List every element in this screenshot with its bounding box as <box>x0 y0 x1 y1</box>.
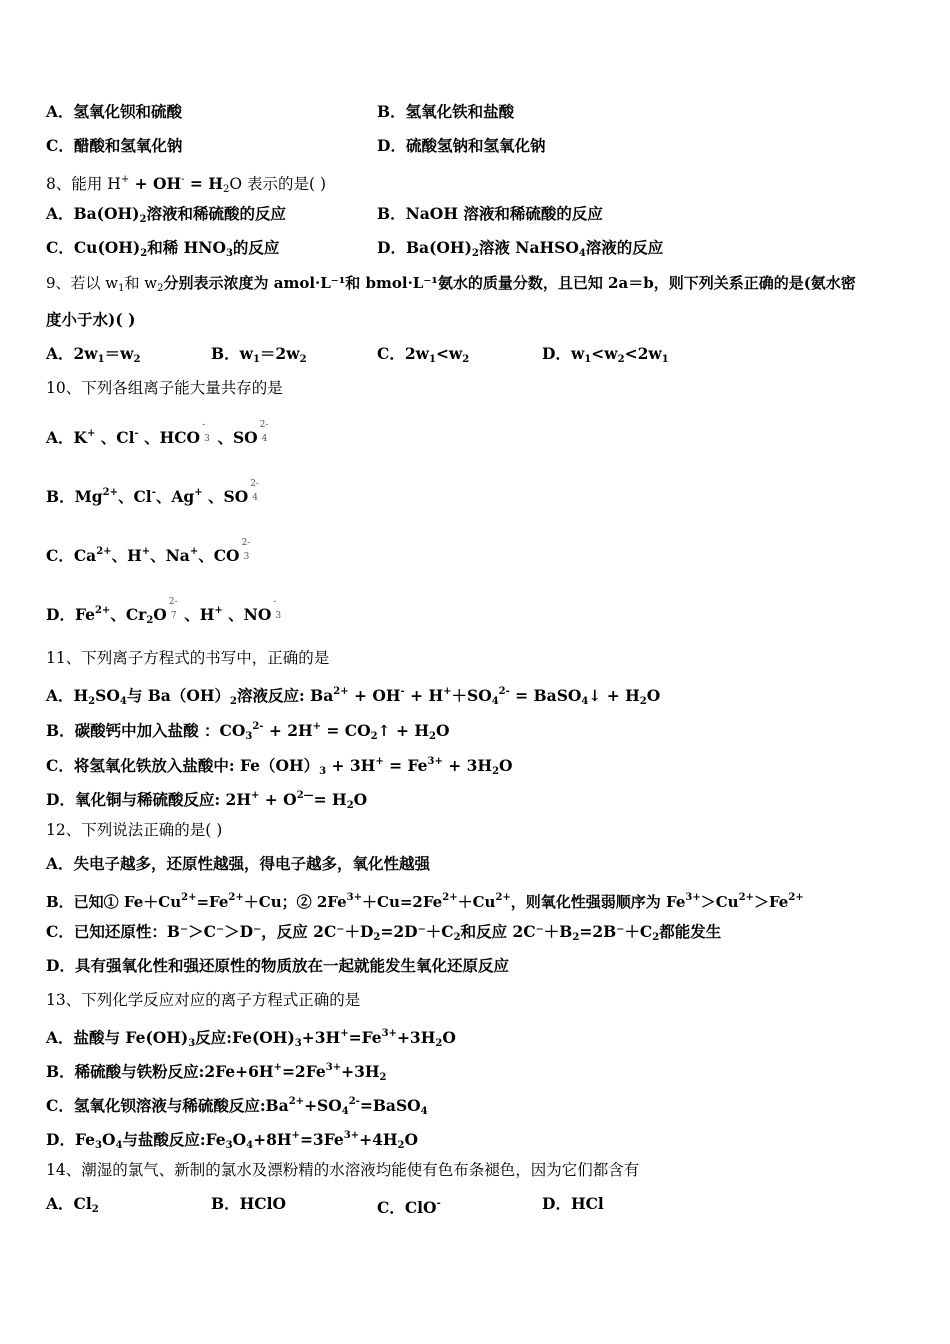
q8-option-c: C．$Cu(OH)_2$和稀 $HNO_3$的反应 <box>46 238 280 259</box>
q10-option-b: B．$Mg^{2+}$、Cl-、Ag+ 、SO 2- 4 <box>46 479 259 506</box>
q9-stem-line2: 度小于水)( ) <box>46 310 136 329</box>
q10-option-a: A．K+ 、Cl- 、HCO - 3 、SO 2- 4 <box>46 420 269 447</box>
q13-option-b: B．稀硫酸与铁粉反应$:2Fe+6H^+=2Fe^{3+}+3H_2$ <box>46 1062 387 1083</box>
q10-stem: 10、下列各组离子能大量共存的是 <box>46 379 283 397</box>
q11-option-a: A．$H_2SO_4$与 $Ba(OH)_2$溶液反应: $Ba^{2+} + OH^- + H^++SO_4^{2-}$ = BaSO$_4$↓ + $H_2O$ <box>46 686 661 707</box>
q14-stem: 14、潮湿的氯气、新制的氯水及漂粉精的水溶液均能使有色布条褪色，因为它们都含有 <box>46 1161 640 1179</box>
q13-option-d: D．$Fe_3O_4$与盐酸反应$:Fe_3O_4+8H^+=3Fe^{3+}+4H_2O$ <box>46 1130 418 1151</box>
q12-option-b: B．已知① $Fe+Cu^{2+}=Fe^{2+}+Cu$；② $2Fe^{3+}+Cu=2Fe^{2+}+Cu^{2+}$，则氧化性强弱顺序为 $Fe^{3+}>Cu^{2+}>Fe^{2+}$ <box>46 892 804 911</box>
q7-option-d: D．硫酸氢钠和氢氧化钠 <box>377 136 546 155</box>
q12-option-c: C．已知还原性：B⁻＞C⁻＞D⁻，反应 $2C^-+D_2=2D^-+C_2$和反应 $2C^-+B_2=2B^-+C_2$都能发生 <box>46 922 722 943</box>
q9-option-d: D．$w_1<w_2<2w_1$ <box>542 344 669 365</box>
q13-option-c: C．氢氧化钡溶液与稀硫酸反应$:Ba^{2+}+SO_4^{2-}=BaSO_4$ <box>46 1096 428 1117</box>
q11-option-b: B．碳酸钙中加入盐酸 ：$CO_3^{2-} + 2H^+$ = $CO_2↑ + H_2O$ <box>46 721 450 742</box>
q7-option-c: C．醋酸和氢氧化钠 <box>46 136 183 155</box>
q10-option-d: D．$Fe^{2+}$、$Cr_2O$ 2- 7 、H+ 、NO - 3 <box>46 597 282 626</box>
q12-option-d: D．具有强氧化性和强还原性的物质放在一起就能发生氧化还原反应 <box>46 956 509 975</box>
q8-option-b: B．NaOH 溶液和稀硫酸的反应 <box>377 204 603 223</box>
q12-option-a: A．失电子越多，还原性越强，得电子越多，氧化性越强 <box>46 854 431 873</box>
q7-option-b: B．氢氧化铁和盐酸 <box>377 102 515 121</box>
q11-option-c: C．将氢氧化铁放入盐酸中: $Fe(OH)_3 + 3H^+ = Fe^{3+} + 3H_2O$ <box>46 756 513 777</box>
q11-option-d: D．氧化铜与稀硫酸反应: $2H^+ + O^{2—}= H_2O$ <box>46 790 368 811</box>
q9-option-c: C．$2w_1<w_2$ <box>377 344 470 365</box>
q9-stem-line1: 9、若以 $w_1$和 $w_2$分别表示浓度为 amol·L⁻¹和 bmol·L⁻¹氨水的质量分数，且已知 2a＝b，则下列关系正确的是(氨水密 <box>46 274 856 294</box>
q12-stem: 12、下列说法正确的是( ) <box>46 821 223 839</box>
q7-option-a: A．氢氧化钡和硫酸 <box>46 102 183 121</box>
q14-option-b: B．HClO <box>211 1194 286 1213</box>
q8-stem: 8、能用 $H^+ + OH^- = H_2O$ 表示的是( ) <box>46 174 326 195</box>
q14-option-c: C．ClO- <box>377 1198 441 1217</box>
q14-option-d: D．HCl <box>542 1194 604 1213</box>
q10-option-c: C．$Ca^{2+}$、H+、Na+、CO 2- 3 <box>46 538 251 565</box>
q9-option-a: A．$2w_1=w_2$ <box>46 344 141 365</box>
q8-option-d: D．$Ba(OH)_2$溶液 NaHSO$_4$溶液的反应 <box>377 238 664 259</box>
q9-option-b: B．$w_1=2w_2$ <box>211 344 307 365</box>
q14-option-a: A．$Cl_2$ <box>46 1194 99 1215</box>
q8-option-a: A．$Ba(OH)_2$溶液和稀硫酸的反应 <box>46 204 286 225</box>
q11-stem: 11、下列离子方程式的书写中，正确的是 <box>46 649 330 667</box>
q13-stem: 13、下列化学反应对应的离子方程式正确的是 <box>46 991 361 1009</box>
q13-option-a: A．盐酸与 $Fe(OH)_3$反应$:Fe(OH)_3+3H^+=Fe^{3+}+3H_2O$ <box>46 1028 456 1049</box>
